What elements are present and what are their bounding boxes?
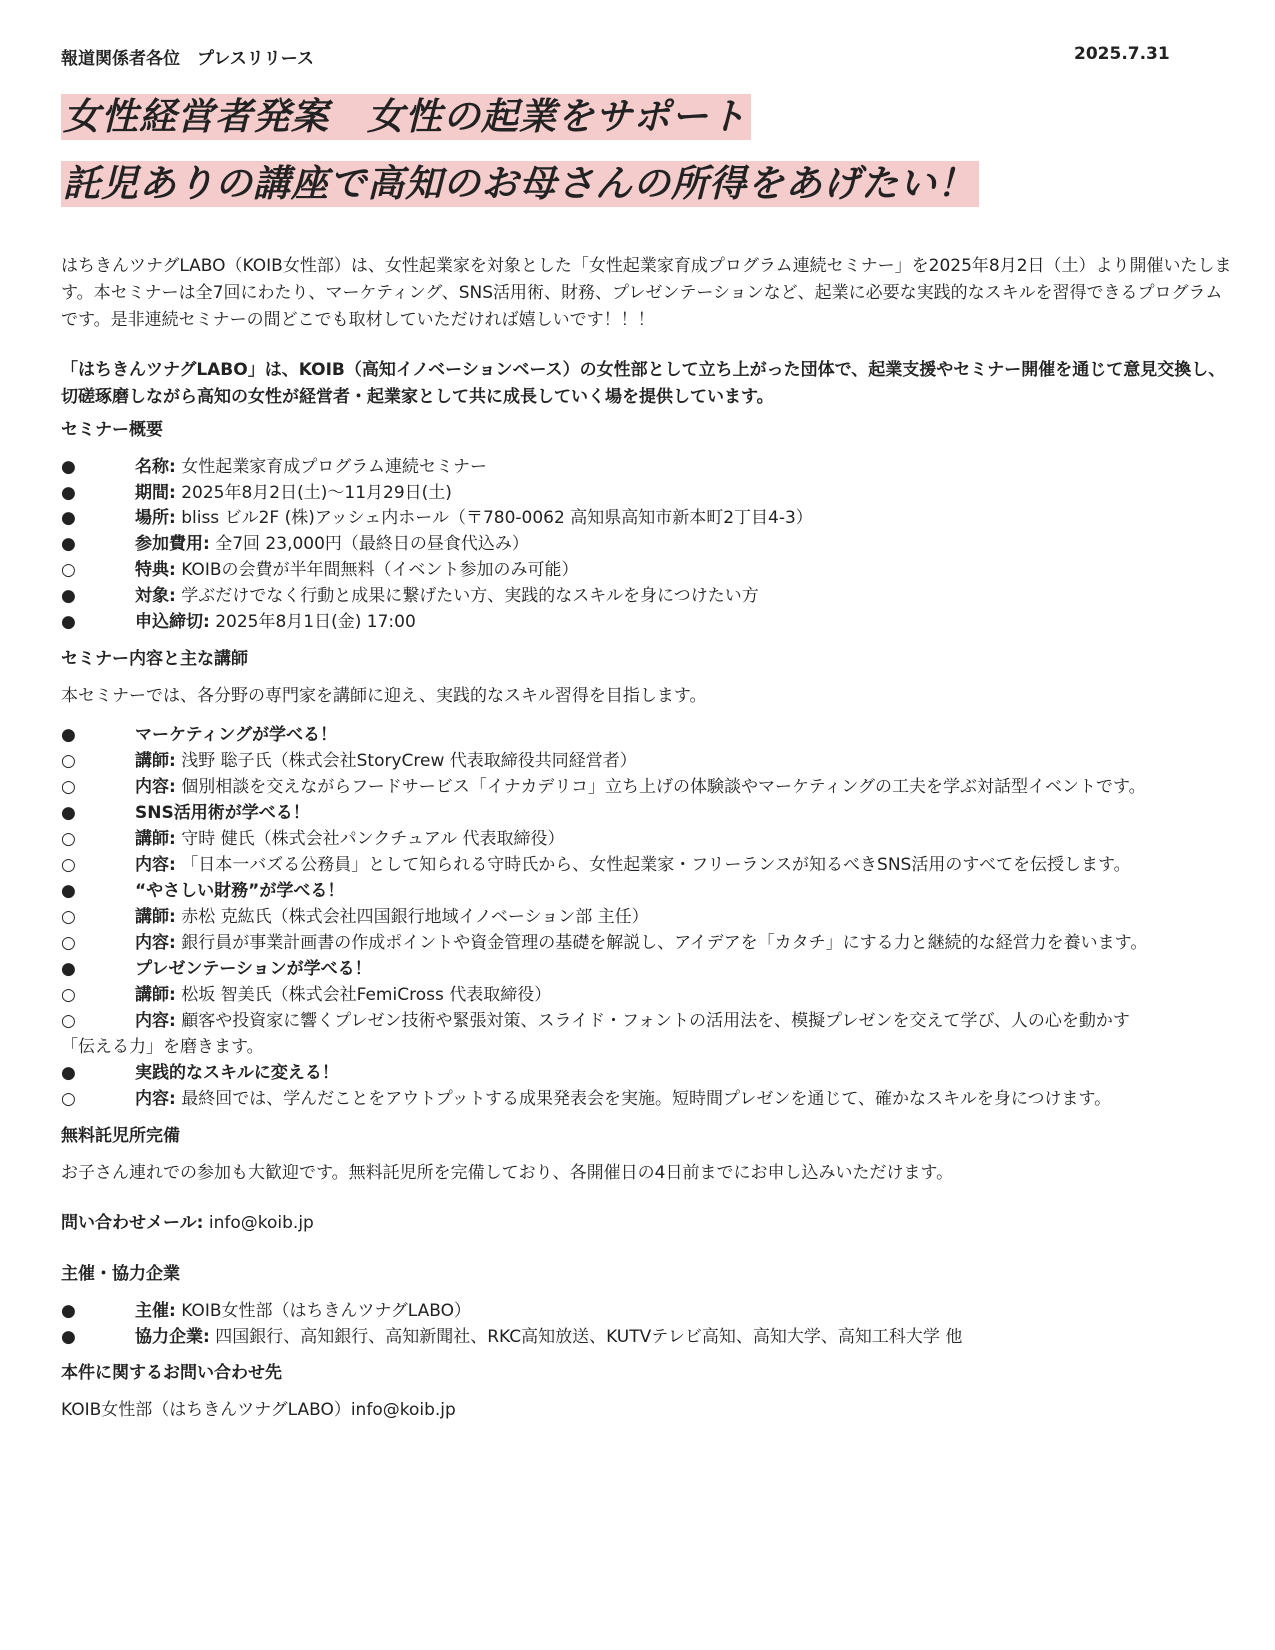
bullet-marker: ●	[61, 483, 76, 503]
bullet-marker: ●	[61, 803, 76, 823]
item-text: KOIBの会費が半年間無料（イベント参加のみ可能）	[175, 560, 579, 580]
bullet-marker: ○	[61, 751, 76, 771]
item-text: 四国銀行、高知銀行、高知新聞社、RKC高知放送、KUTVテレビ高知、高知大学、高知工科大学 他	[209, 1327, 963, 1347]
bullet-marker: ○	[61, 1089, 76, 1109]
item-label: 内容:	[135, 855, 176, 875]
bullet-marker: ●	[61, 1327, 76, 1347]
item-text: 浅野 聡子氏（株式会社StoryCrew 代表取締役共同経営者）	[175, 751, 637, 771]
item-label: “やさしい財務”が学べる！	[135, 881, 345, 901]
content-heading: セミナー内容と主な講師	[61, 649, 248, 669]
item-label: マーケティングが学べる！	[135, 725, 337, 745]
item-label: 講師:	[135, 907, 176, 927]
bullet-marker: ○	[61, 907, 76, 927]
childcare-heading: 無料託児所完備	[61, 1126, 180, 1146]
item-label: 期間:	[135, 483, 176, 503]
bullet-marker: ○	[61, 933, 76, 953]
childcare-text: お子さん連れでの参加も大歓迎です。無料託児所を完備しており、各開催日の4日前までにお申し込みいただけます。	[61, 1163, 954, 1183]
item-text: 2025年8月2日(土)〜11月29日(土)	[175, 483, 452, 503]
item-label: 主催:	[135, 1301, 176, 1321]
item-text: bliss ビル2F (株)アッシェ内ホール（〒780-0062 高知県高知市新本町2丁目4-3）	[175, 508, 813, 528]
bullet-marker: ●	[61, 1301, 76, 1321]
bullet-marker: ●	[61, 1063, 76, 1083]
item-label: プレゼンテーションが学べる！	[135, 959, 372, 979]
item-label: 内容:	[135, 777, 176, 797]
bullet-marker: ○	[61, 985, 76, 1005]
item-label: 名称:	[135, 457, 176, 477]
item-label: 講師:	[135, 751, 176, 771]
item-label: 講師:	[135, 985, 176, 1005]
item-text: 女性起業家育成プログラム連続セミナー	[175, 457, 488, 477]
item-label: 内容:	[135, 1011, 176, 1031]
item-text: 2025年8月1日(金) 17:00	[209, 612, 416, 632]
content-intro: 本セミナーでは、各分野の専門家を講師に迎え、実践的なスキル習得を目指します。	[61, 686, 707, 706]
bullet-marker: ●	[61, 457, 76, 477]
content-item-continuation: 「伝える力」を磨きます。	[61, 1037, 264, 1057]
release-date: 2025.7.31	[1074, 44, 1170, 64]
item-label: 講師:	[135, 829, 176, 849]
contact-mail	[61, 1211, 314, 1235]
item-label: 内容:	[135, 1089, 176, 1109]
bullet-marker: ●	[61, 612, 76, 632]
bullet-marker: ●	[61, 959, 76, 979]
item-text: 銀行員が事業計画書の作成ポイントや資金管理の基礎を解説し、アイデアを「カタチ」にする力と継続的な経営力を養います。	[175, 933, 1148, 953]
title-line-1: 女性経営者発案 女性の起業をサポート	[61, 94, 751, 140]
intro-paragraph: はちきんツナグLABO（KOIB女性部）は、女性起業家を対象とした「女性起業家育成プログラム連続セミナー」を2025年8月2日（土）より開催いたします。本セミナーは全7回にわたり、マーケティング、SNS活用術、財務、プレゼンテーションなど、起業に必要な実践的なスキルを習得できるプログラムです。是非連続セミナーの間どこでも取材していただければ嬉しいです！！！	[61, 256, 1232, 330]
inquiry-text: KOIB女性部（はちきんツナグLABO）info@koib.jp	[61, 1400, 456, 1420]
item-label: 内容:	[135, 933, 176, 953]
item-label: 場所:	[135, 508, 176, 528]
item-text: 赤松 克紘氏（株式会社四国銀行地域イノベーション部 主任）	[175, 907, 649, 927]
title-line-2: 託児ありの講座で高知のお母さんの所得をあげたい！	[61, 161, 979, 207]
bullet-marker: ○	[61, 777, 76, 797]
bullet-marker: ○	[61, 560, 76, 580]
item-text: 全7回 23,000円（最終日の昼食代込み）	[209, 534, 529, 554]
inquiry-heading: 本件に関するお問い合わせ先	[61, 1363, 282, 1383]
item-text: 個別相談を交えながらフードサービス「イナカデリコ」立ち上げの体験談やマーケティングの工夫を学ぶ対話型イベントです。	[175, 777, 1146, 797]
contact-mail-label: 問い合わせメール:	[61, 1213, 204, 1233]
bullet-marker: ●	[61, 586, 76, 606]
item-text: KOIB女性部（はちきんツナグLABO）	[175, 1301, 472, 1321]
item-label: 申込締切:	[135, 612, 210, 632]
item-label: SNS活用術が学べる！	[135, 803, 310, 823]
bullet-marker: ○	[61, 829, 76, 849]
bullet-marker: ○	[61, 1011, 76, 1031]
bullet-marker: ●	[61, 725, 76, 745]
sponsors-heading: 主催・協力企業	[61, 1264, 180, 1284]
item-label: 参加費用:	[135, 534, 210, 554]
item-label: 協力企業:	[135, 1327, 210, 1347]
contact-mail-address[interactable]: info@koib.jp	[203, 1213, 314, 1233]
item-text: 「日本一バズる公務員」として知られる守時氏から、女性起業家・フリーランスが知るべきSNS活用のすべてを伝授します。	[175, 855, 1131, 875]
item-text: 守時 健氏（株式会社パンクチュアル 代表取締役）	[175, 829, 565, 849]
bullet-marker: ○	[61, 855, 76, 875]
bullet-marker: ●	[61, 881, 76, 901]
item-label: 対象:	[135, 586, 176, 606]
item-text: 顧客や投資家に響くプレゼン技術や緊張対策、スライド・フォントの活用法を、模擬プレゼンを交えて学び、人の心を動かす	[175, 1011, 1130, 1031]
bullet-marker: ●	[61, 534, 76, 554]
overview-heading: セミナー概要	[61, 420, 163, 440]
about-paragraph: 「はちきんツナグLABO」は、KOIB（高知イノベーションベース）の女性部として立ち上がった団体で、起業支援やセミナー開催を通じて意見交換し、切磋琢磨しながら高知の女性が経営者・起業家として共に成長していく場を提供しています。	[61, 360, 1226, 407]
header	[61, 44, 1236, 68]
item-text: 最終回では、学んだことをアウトプットする成果発表会を実施。短時間プレゼンを通じて、確かなスキルを身につけます。	[175, 1089, 1112, 1109]
bullet-marker: ●	[61, 508, 76, 528]
item-text: 学ぶだけでなく行動と成果に繋げたい方、実践的なスキルを身につけたい方	[175, 586, 759, 606]
header-audience: 報道関係者各位 プレスリリース	[61, 49, 314, 69]
item-text: 松坂 智美氏（株式会社FemiCross 代表取締役）	[175, 985, 552, 1005]
item-label: 実践的なスキルに変える！	[135, 1063, 339, 1083]
item-label: 特典:	[135, 560, 176, 580]
